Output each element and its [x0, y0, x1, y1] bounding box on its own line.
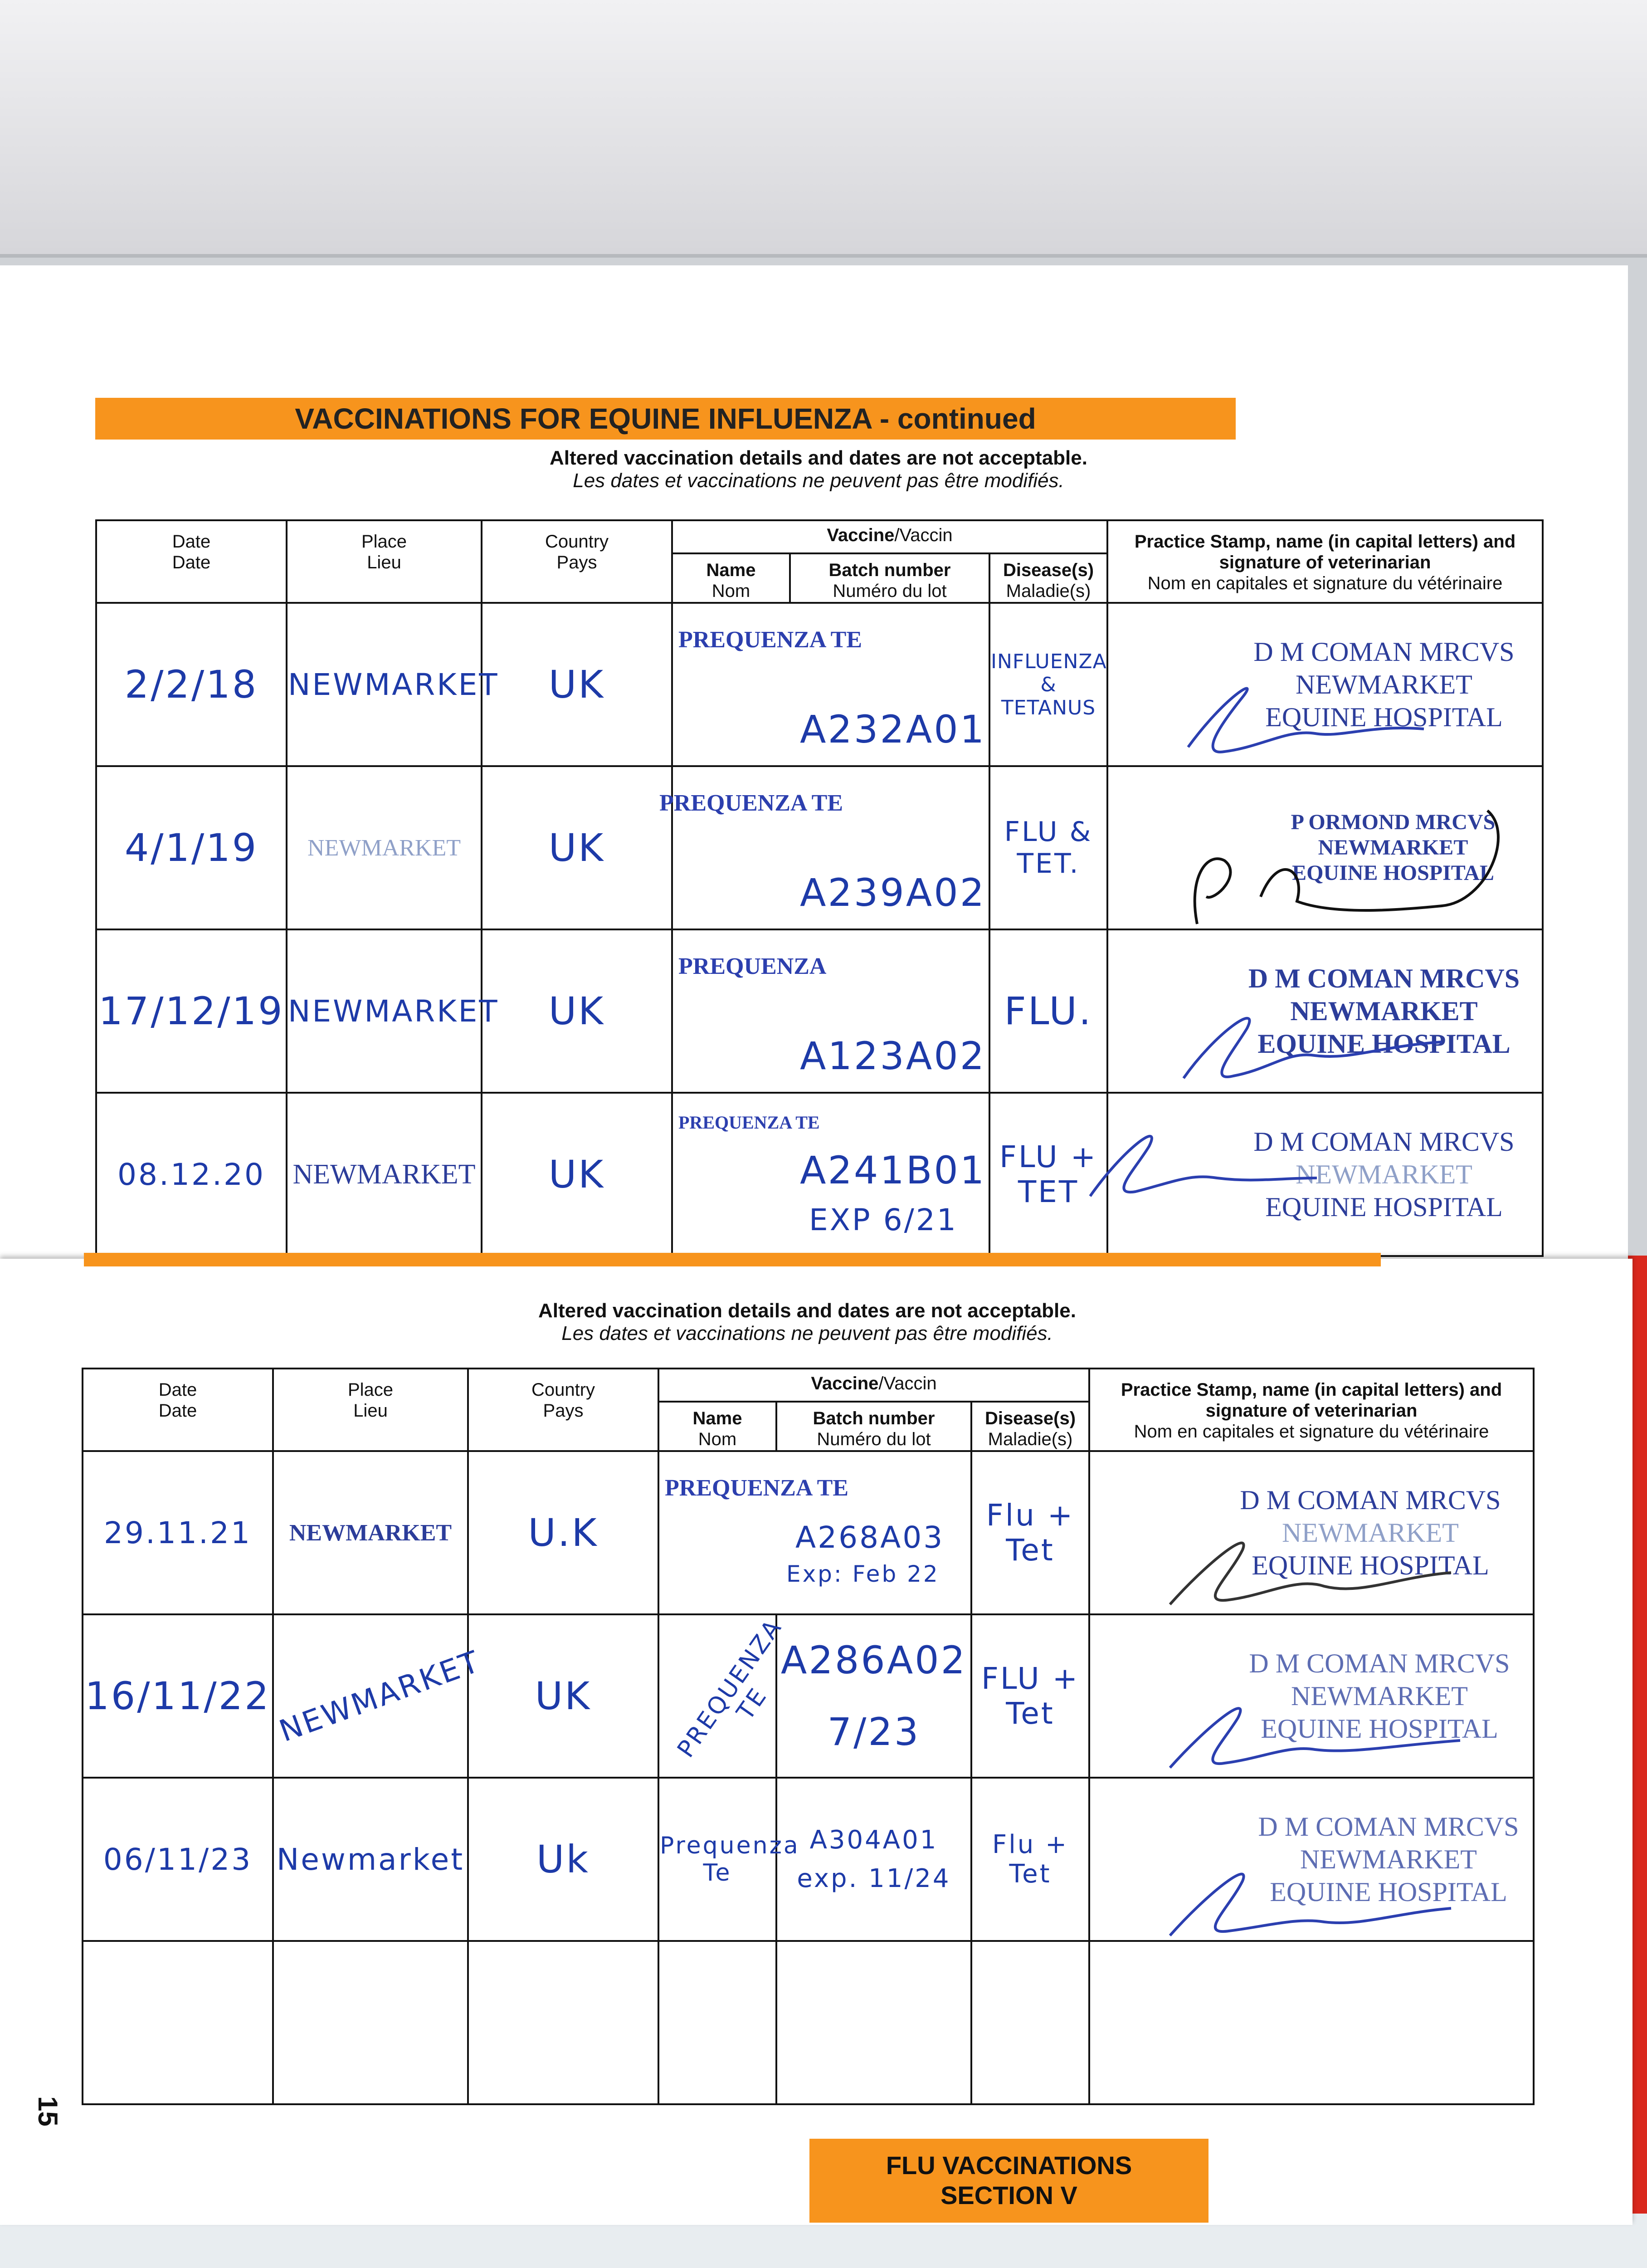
header-date: Date Date: [96, 520, 287, 603]
vaccination-table-bottom: [82, 1368, 1535, 2105]
batch-cell: [776, 1614, 971, 1778]
disease-cell: FLU.: [989, 929, 1107, 1093]
header-name: Name Nom: [658, 1402, 776, 1451]
vaccine-batch-cell: [672, 1093, 989, 1256]
disease-cell: Flu + Tet: [971, 1451, 1089, 1614]
date-cell: 16/11/22: [83, 1614, 273, 1778]
date-cell: 06/11/23: [83, 1778, 273, 1941]
place-cell: NEWMARKET: [273, 1451, 468, 1614]
notice-fr: Les dates et vaccinations ne peuvent pas être modifiés.: [561, 1322, 1053, 1344]
header-country: Country Pays: [468, 1369, 658, 1451]
practice-stamp: D M COMAN MRCVS NEWMARKET EQUINE HOSPITAL: [1107, 603, 1543, 766]
country-cell: UK: [482, 766, 672, 929]
veterinarian-signature: [1170, 670, 1515, 761]
vaccine-stamp: PREQUENZA TE: [678, 627, 862, 653]
practice-stamp: D M COMAN MRCVS NEWMARKET EQUINE HOSPITAL: [1089, 1614, 1534, 1778]
header-disease: Disease(s) Maladie(s): [989, 553, 1107, 603]
header-name: Name Nom: [672, 553, 790, 603]
date-cell: 17/12/19: [96, 929, 287, 1093]
vaccine-cell: Prequenza Te: [658, 1778, 776, 1941]
batch-number: A123A02: [800, 1034, 986, 1078]
notice: [95, 447, 1542, 492]
header-place: Place Lieu: [287, 520, 482, 603]
place-cell: NEWMARKET: [273, 1614, 468, 1778]
practice-stamp: D M COMAN MRCVS NEWMARKET EQUINE HOSPITAL: [1089, 1451, 1534, 1614]
cropped-banner: [84, 1253, 1381, 1266]
vaccine-cell: PREQUENZA TE: [658, 1614, 776, 1778]
batch-expiry: Exp: Feb 22: [786, 1561, 940, 1587]
header-vaccine: Vaccine/Vaccin: [672, 520, 1107, 553]
vaccine-stamp: PREQUENZA TE: [665, 1475, 849, 1501]
notice-fr: Les dates et vaccinations ne peuvent pas être modifiés.: [573, 469, 1064, 492]
notice-en: Altered vaccination details and dates are not acceptable.: [550, 447, 1087, 469]
vaccine-batch-cell: [672, 929, 989, 1093]
batch-number: A232A01: [800, 707, 986, 752]
practice-stamp: P ORMOND MRCVS NEWMARKET EQUINE HOSPITAL: [1107, 766, 1543, 929]
veterinarian-signature: [1170, 797, 1515, 933]
batch-number: A239A02: [800, 870, 986, 915]
section-label: FLU VACCINATIONS SECTION V: [809, 2139, 1208, 2223]
practice-stamp: D M COMAN MRCVS NEWMARKET EQUINE HOSPITAL: [1107, 929, 1543, 1093]
veterinarian-signature: [1081, 1110, 1426, 1201]
country-cell: UK: [482, 929, 672, 1093]
veterinarian-signature: [1161, 1518, 1506, 1609]
table-row: [96, 1093, 1543, 1256]
place-cell: NEWMARKET: [287, 603, 482, 766]
vaccination-table-top: [95, 519, 1544, 1257]
header-date: Date Date: [83, 1369, 273, 1451]
place-cell: NEWMARKET: [287, 929, 482, 1093]
batch-number: A286A02: [780, 1638, 967, 1682]
batch-expiry: exp. 11/24: [797, 1864, 951, 1893]
date-cell: 08.12.20: [96, 1093, 287, 1256]
table-row: [83, 1614, 1534, 1778]
disease-cell: FLU + TET: [989, 1093, 1107, 1256]
batch-expiry: EXP 6/21: [809, 1202, 958, 1237]
vaccine-batch-cell: [658, 1451, 971, 1614]
veterinarian-signature: [1161, 1681, 1506, 1772]
date-cell: 4/1/19: [96, 766, 287, 929]
table-row: [96, 603, 1543, 766]
bottom-page: [0, 1259, 1632, 2225]
practice-stamp: D M COMAN MRCVS NEWMARKET EQUINE HOSPITAL: [1107, 1093, 1543, 1256]
vaccine-batch-cell: [672, 603, 989, 766]
date-cell: 29.11.21: [83, 1451, 273, 1614]
vaccine-stamp: PREQUENZA TE: [678, 1112, 820, 1133]
table-row: [96, 766, 1543, 929]
veterinarian-signature: [1170, 997, 1515, 1087]
country-cell: U.K: [468, 1451, 658, 1614]
vaccine-stamp: PREQUENZA: [678, 953, 827, 979]
page-number: 15: [32, 2096, 63, 2126]
scanner-background: [0, 0, 1647, 254]
country-cell: UK: [482, 603, 672, 766]
vaccine-stamp: PREQUENZA TE: [659, 790, 843, 816]
batch-number: A241B01: [800, 1148, 986, 1193]
page-title: VACCINATIONS FOR EQUINE INFLUENZA - continued: [95, 398, 1236, 440]
header-disease: Disease(s) Maladie(s): [971, 1402, 1089, 1451]
disease-cell: Flu + Tet: [971, 1778, 1089, 1941]
country-cell: UK: [468, 1614, 658, 1778]
practice-stamp: D M COMAN MRCVS NEWMARKET EQUINE HOSPITAL: [1089, 1778, 1534, 1941]
table-row: [83, 1451, 1534, 1614]
table-row: [83, 1778, 1534, 1941]
country-cell: Uk: [468, 1778, 658, 1941]
batch-number: A304A01: [809, 1825, 938, 1855]
date-cell: 2/2/18: [96, 603, 287, 766]
header-stamp: Practice Stamp, name (in capital letters) and signature of veterinarian Nom en capitales et signature du vétérinaire: [1107, 520, 1543, 603]
header-vaccine: Vaccine/Vaccin: [658, 1369, 1089, 1402]
country-cell: UK: [482, 1093, 672, 1256]
header-country: Country Pays: [482, 520, 672, 603]
notice: [82, 1300, 1533, 1345]
vaccine-batch-cell: [659, 766, 989, 929]
batch-number: A268A03: [795, 1520, 945, 1555]
header-batch: Batch number Numéro du lot: [790, 553, 989, 603]
batch-expiry: 7/23: [827, 1710, 921, 1754]
disease-cell: INFLUENZA & TETANUS: [989, 603, 1107, 766]
veterinarian-signature: [1161, 1849, 1506, 1940]
table-row-empty: [83, 1941, 1534, 2104]
header-stamp: Practice Stamp, name (in capital letters) and signature of veterinarian Nom en capitales et signature du vétérinaire: [1089, 1369, 1534, 1451]
header-batch: Batch number Numéro du lot: [776, 1402, 971, 1451]
table-row: [96, 929, 1543, 1093]
batch-cell: [776, 1778, 971, 1941]
top-page: [0, 265, 1628, 1266]
place-cell: NEWMARKET: [287, 1093, 482, 1256]
place-cell: NEWMARKET: [287, 766, 482, 929]
place-cell: Newmarket: [273, 1778, 468, 1941]
notice-en: Altered vaccination details and dates are not acceptable.: [538, 1300, 1076, 1322]
disease-cell: FLU & TET.: [989, 766, 1107, 929]
disease-cell: FLU + Tet: [971, 1614, 1089, 1778]
header-place: Place Lieu: [273, 1369, 468, 1451]
